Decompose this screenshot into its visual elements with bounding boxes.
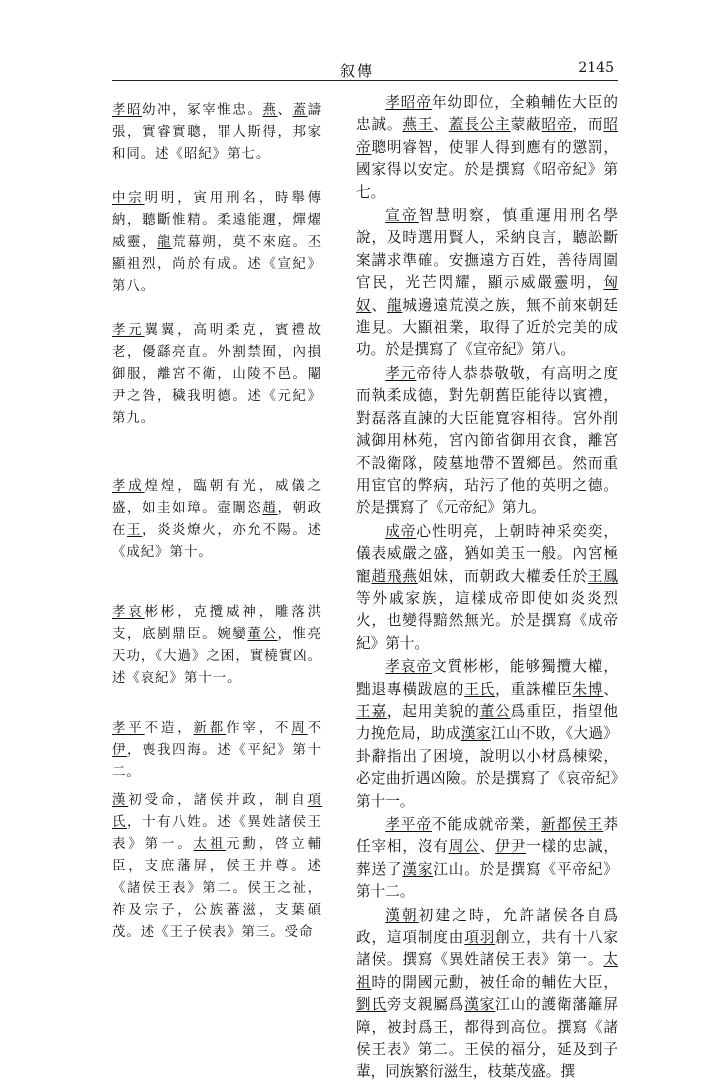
text-run: 荒幕朔，莫不來庭。丕顯祖烈，尚於有成。述《宣紀》第八。 xyxy=(112,235,322,294)
text-run: 不 xyxy=(307,721,323,736)
text-run: 江山的護衛藩籬屏障，被封爲王，都得到高位。撰寫《諸侯王表》第二。王侯的福分，延及到子輩，同族繁衍滋生，枝葉茂盛。撰 xyxy=(356,996,618,1081)
text-run: 、 xyxy=(371,296,387,314)
proper-name: 漢朝 xyxy=(385,906,419,924)
proper-name: 朱博 xyxy=(572,680,604,698)
proper-name: 太祖 xyxy=(193,837,227,852)
text-run: 譸張，實睿實聰，罪人斯得，邦家和同。述《昭紀》第七。 xyxy=(112,103,322,162)
translation-paragraph xyxy=(356,656,618,813)
translation-column xyxy=(356,92,618,1081)
text-run: 江山。於是撰寫《平帝紀》第十二。 xyxy=(356,860,618,901)
proper-name: 燕王 xyxy=(402,116,434,134)
text-run: 城邊遠荒漠之族，無不前來朝廷進見。大顯祖業，取得了近於完美的成功。於是撰寫了《宣帝紀》第八。 xyxy=(356,296,618,359)
text-run: 旁支親屬爲 xyxy=(386,996,465,1014)
text-run: 不能成就帝業， xyxy=(431,816,542,833)
translation-paragraph xyxy=(356,363,618,520)
text-run: 年幼即位，全賴輔佐大臣的忠誠。 xyxy=(356,94,618,134)
text-run: 聰明睿智，使罪人得到應有的懲罰，國家得以安定。於是撰寫《昭帝紀》第七。 xyxy=(356,138,618,201)
page-header xyxy=(112,56,618,80)
proper-name: 周 xyxy=(291,721,308,736)
proper-name: 劉氏 xyxy=(356,996,387,1014)
text-run: 元勳，啓立輔臣，支庶藩屏，侯王并尊。述《諸侯王表》第二。侯王之祉，祚及宗子，公族蕃滋，支葉碩茂。述《王子侯表》第三。受命 xyxy=(112,837,323,940)
text-run: 初建之時，允許諸侯各自爲政，這項制度由 xyxy=(356,906,618,947)
text-run: 幼冲，冢宰惟忠。 xyxy=(142,103,263,118)
translation-paragraph xyxy=(356,521,618,655)
proper-name: 王嘉 xyxy=(356,702,387,720)
proper-name: 蓋長公主 xyxy=(448,116,511,134)
text-run: 翼翼，高明柔克，賓禮故老，優繇亮直。外割禁囿，內損御服，離宮不衛，山陵不邑。閹尹之咎，穢我明德。述《元紀》第九。 xyxy=(112,323,323,426)
running-title: 叙傳 xyxy=(340,62,375,80)
text-run: 姐妹，而朝政大權委任於 xyxy=(417,567,588,585)
text-run: ，惟亮天功，《大過》之困，實橈實凶。述《哀紀》第十一。 xyxy=(112,627,322,686)
classical-block xyxy=(112,718,322,784)
text-run: 帝待人恭恭敬敬，有高明之度而執柔成德，對先朝舊臣能待以賓禮，對磊落直諫的大臣能寬容相待。宮外削減御用林苑，宮內節省御用衣食，離宮不設衛隊，陵墓地帶不置鄉邑。然而重用宦官的弊病，玷污了他的英明之德。於是撰寫了《元帝紀》第九。 xyxy=(356,364,618,517)
text-run: 等外戚家族，這樣成帝即使如炎炎烈火，也變得黯然無光。於是撰寫《成帝紀》第十。 xyxy=(356,589,618,652)
text-run: ，起用美貌的 xyxy=(386,702,480,720)
text-run: 一樣的忠誠，葬送了 xyxy=(356,838,618,878)
classical-block xyxy=(112,188,322,298)
classical-block xyxy=(112,602,322,690)
text-run: 創立，共有十八家諸侯。撰寫《異姓諸侯王表》第一。 xyxy=(356,929,618,969)
proper-name: 昭帝 xyxy=(541,116,573,134)
proper-name: 伊 xyxy=(112,743,128,758)
text-run: ，重誅權臣 xyxy=(495,680,573,698)
text-run: 江山不敗，《大過》卦辭指出了困境，說明以小材爲棟梁，必定曲折遇凶險。於是撰寫了《哀帝紀》第十一。 xyxy=(356,725,618,810)
proper-name: 漢 xyxy=(112,793,129,808)
classical-block xyxy=(112,320,322,430)
proper-name: 孝昭 xyxy=(112,103,143,118)
proper-name: 項羽 xyxy=(464,929,496,947)
text-run: ，十有八姓。述《異姓諸侯王表》第一。 xyxy=(112,815,322,852)
text-run: 莽任宰相，沒有 xyxy=(356,816,618,856)
proper-name: 王 xyxy=(127,523,143,538)
proper-name: 太祖 xyxy=(356,951,618,991)
proper-name: 王 xyxy=(587,816,604,833)
proper-name: 燕 xyxy=(262,103,278,118)
translation-paragraph xyxy=(356,905,618,1084)
proper-name: 趙 xyxy=(262,501,278,516)
proper-name: 王鳳 xyxy=(587,567,618,585)
proper-name: 中宗 xyxy=(112,191,145,206)
proper-name: 新都 xyxy=(193,721,227,736)
proper-name: 董公 xyxy=(247,627,278,642)
proper-name: 伊尹 xyxy=(495,838,527,856)
text-run: 文質彬彬，能够獨攬大權，黜退專橫跋扈的 xyxy=(356,658,618,698)
text-run: 初受命，諸侯并政，制自 xyxy=(128,793,308,808)
header-rule xyxy=(112,80,618,81)
classical-block xyxy=(112,476,322,564)
text-run: 蒙蔽 xyxy=(510,116,542,134)
text-run: ，炎炎燎火，亦允不陽。述《成紀》第十。 xyxy=(112,523,322,560)
text-run: 彬彬，克攬威神，雕落洪支，底剭鼎臣。婉孌 xyxy=(112,605,323,642)
proper-name: 王氏 xyxy=(464,680,496,698)
text-run: 、 xyxy=(603,680,618,698)
proper-name: 龍 xyxy=(157,235,173,250)
proper-name: 孝哀 xyxy=(112,605,145,620)
proper-name: 孝成 xyxy=(112,479,145,494)
proper-name: 漢家 xyxy=(460,725,491,743)
proper-name: 龍 xyxy=(386,296,403,314)
proper-name: 趙飛燕 xyxy=(371,567,418,585)
proper-name: 孝哀帝 xyxy=(385,658,432,676)
proper-name: 蓋 xyxy=(292,103,308,118)
proper-name: 漢家 xyxy=(402,860,434,878)
text-run: 爲重臣，指望他力挽危局，助成 xyxy=(356,702,618,743)
proper-name: 孝平 xyxy=(112,721,145,736)
text-run: 時的開國元勳，被任命的輔佐大臣， xyxy=(371,973,618,991)
text-run: 、 xyxy=(433,116,449,134)
text-run: ，而 xyxy=(572,116,604,134)
proper-name: 新都侯 xyxy=(541,816,588,833)
proper-name: 昭帝 xyxy=(356,116,618,156)
text-run: ，朝政在 xyxy=(112,501,322,538)
translation-paragraph xyxy=(356,814,618,904)
text-run: 明明，寅用刑名，時舉傳納，聽斷惟精。柔遠能邇，燀燿威靈， xyxy=(112,191,323,250)
proper-name: 孝元 xyxy=(112,323,145,338)
classical-text-column xyxy=(112,92,322,982)
translation-paragraph xyxy=(356,205,618,362)
page-number: 2145 xyxy=(578,60,614,76)
proper-name: 宣帝 xyxy=(385,207,419,225)
proper-name: 董公 xyxy=(479,702,511,720)
text-run: 煌煌，臨朝有光，威儀之盛，如圭如璋。壼闈恣 xyxy=(112,479,323,516)
proper-name: 孝平帝 xyxy=(385,816,432,833)
text-run: 智慧明察，慎重運用刑名學說，及時選用賢人，采納良言，聽訟斷案講求準確。安撫遠方百姓，善待周圍官民，光芒閃耀，顯示威嚴靈明， xyxy=(356,207,618,292)
text-run: ，喪我四海。述《平紀》第十二。 xyxy=(112,743,322,780)
proper-name: 漢家 xyxy=(464,996,496,1014)
classical-block xyxy=(112,790,322,944)
text-run: 作宰，不 xyxy=(226,721,292,736)
text-run: 心性明亮，上朝時神采奕奕，儀表威嚴之盛，猶如美玉一般。內宮極寵 xyxy=(356,522,618,585)
proper-name: 匈奴 xyxy=(356,274,618,314)
translation-paragraph xyxy=(356,92,618,204)
classical-block xyxy=(112,100,322,166)
proper-name: 孝昭帝 xyxy=(385,94,432,111)
proper-name: 成帝 xyxy=(385,522,417,540)
proper-name: 項氏 xyxy=(112,793,323,830)
proper-name: 周公 xyxy=(448,838,480,856)
text-run: 不造， xyxy=(144,721,194,736)
proper-name: 孝元 xyxy=(385,364,417,382)
text-run: 、 xyxy=(277,103,293,118)
text-run: 、 xyxy=(479,838,496,856)
